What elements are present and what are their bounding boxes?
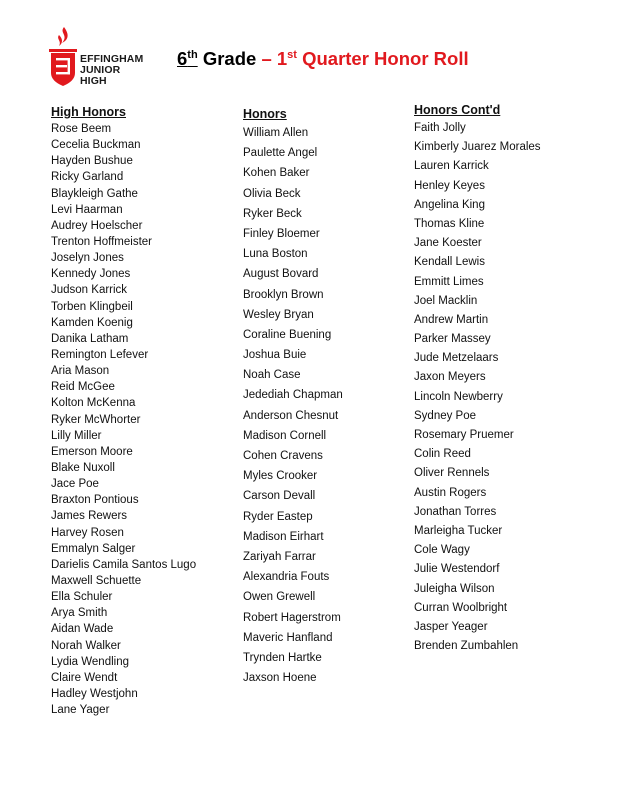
list-item: Rose Beem (51, 123, 112, 135)
name-list (243, 123, 343, 688)
name-list (414, 119, 541, 656)
list-item: Levi Haarman (51, 203, 123, 216)
list-item: Paulette Angel (243, 147, 318, 160)
honors-column (243, 105, 343, 688)
list-item: Maveric Hanfland (243, 631, 333, 644)
column-heading: Honors (243, 107, 287, 121)
list-item: Zariyah Farrar (243, 550, 316, 563)
school-name-line-2: JUNIOR (80, 64, 121, 76)
list-item: Oliver Rennels (414, 467, 490, 480)
list-item: Norah Walker (51, 639, 121, 652)
list-item: Jaxon Meyers (414, 371, 486, 384)
name-list (51, 121, 196, 718)
page-title (177, 48, 469, 70)
list-item: William Allen (243, 127, 309, 139)
list-item: Harvey Rosen (51, 526, 124, 539)
honors-contd-column (414, 101, 541, 656)
column-heading: High Honors (51, 105, 126, 119)
list-item: Reid McGee (51, 381, 115, 394)
list-item: Ryker McWhorter (51, 413, 141, 426)
list-item: Wesley Bryan (243, 308, 314, 321)
list-item: Claire Wendt (51, 671, 118, 684)
list-item: Audrey Hoelscher (51, 219, 143, 232)
list-item: Andrew Martin (414, 313, 489, 326)
list-item: Jedediah Chapman (243, 389, 343, 402)
list-item: Myles Crooker (243, 470, 318, 483)
list-item: Braxton Pontious (51, 494, 139, 507)
list-item: Kamden Koenig (51, 316, 133, 329)
list-item: Austin Rogers (414, 486, 487, 499)
school-name-line-3: HIGH (80, 75, 107, 87)
list-item: Henley Keyes (414, 179, 485, 192)
list-item: Torben Klingbeil (51, 300, 133, 313)
list-item: Brooklyn Brown (243, 288, 324, 301)
list-item: August Bovard (243, 268, 319, 281)
list-item: Danika Latham (51, 332, 129, 345)
list-item: Ryker Beck (243, 207, 302, 220)
list-item: Julie Westendorf (414, 563, 500, 576)
list-item: Madison Eirhart (243, 530, 324, 543)
list-item: Judson Karrick (51, 284, 128, 297)
list-item: Alexandria Fouts (243, 571, 330, 584)
list-item: Jane Koester (414, 237, 482, 250)
school-logo (48, 25, 168, 90)
list-item: Trynden Hartke (243, 651, 322, 664)
school-name (80, 54, 143, 87)
school-name-line-1: EFFINGHAM (80, 53, 144, 65)
list-item: Kimberly Juarez Morales (414, 141, 541, 154)
list-item: Trenton Hoffmeister (51, 235, 152, 248)
quarter-label: – 1st Quarter Honor Roll (261, 48, 469, 69)
list-item: Arya Smith (51, 607, 108, 620)
list-item: Olivia Beck (243, 187, 301, 200)
list-item: Ricky Garland (51, 171, 124, 184)
list-item: Angelina King (414, 198, 485, 211)
list-item: Thomas Kline (414, 217, 485, 230)
list-item: Madison Cornell (243, 429, 327, 442)
list-item: Darielis Camila Santos Lugo (51, 558, 197, 571)
column-heading: Honors Cont'd (414, 103, 501, 117)
list-item: Curran Woolbright (414, 601, 508, 614)
list-item: Lauren Karrick (414, 160, 489, 173)
list-item: Robert Hagerstrom (243, 611, 341, 624)
list-item: Finley Bloemer (243, 227, 320, 240)
list-item: Joel Macklin (414, 294, 478, 307)
list-item: Cole Wagy (414, 544, 470, 557)
list-item: Colin Reed (414, 448, 471, 461)
high-honors-column (51, 104, 196, 718)
list-item: James Rewers (51, 510, 128, 523)
list-item: Luna Boston (243, 248, 308, 261)
list-item: Lydia Wendling (51, 655, 129, 668)
list-item: Lincoln Newberry (414, 390, 503, 403)
list-item: Kendall Lewis (414, 256, 485, 269)
list-item: Anderson Chesnut (243, 409, 339, 422)
list-item: Owen Grewell (243, 591, 316, 604)
list-item: Hayden Bushue (51, 155, 133, 168)
torch-shield-icon (48, 25, 78, 87)
list-item: Lane Yager (51, 704, 110, 717)
list-item: Emmitt Limes (414, 275, 484, 288)
list-item: Joshua Buie (243, 349, 307, 362)
list-item: Maxwell Schuette (51, 574, 142, 587)
list-item: Ryder Eastep (243, 510, 313, 523)
list-item: Ella Schuler (51, 591, 113, 604)
list-item: Emerson Moore (51, 445, 133, 458)
list-item: Cohen Cravens (243, 450, 323, 462)
list-item: Cecelia Buckman (51, 139, 141, 152)
grade-label: 6th Grade (177, 48, 257, 69)
list-item: Jasper Yeager (414, 620, 488, 633)
list-item: Blake Nuxoll (51, 461, 115, 474)
list-item: Faith Jolly (414, 122, 466, 134)
list-item: Hadley Westjohn (51, 687, 138, 700)
list-item: Brenden Zumbahlen (414, 640, 519, 653)
list-item: Joselyn Jones (51, 252, 124, 265)
list-item: Kennedy Jones (51, 268, 131, 281)
list-item: Jude Metzelaars (414, 352, 499, 365)
list-item: Parker Massey (414, 333, 491, 346)
list-item: Jaxson Hoene (243, 672, 317, 685)
list-item: Coraline Buening (243, 328, 332, 341)
list-item: Jace Poe (51, 478, 99, 491)
list-item: Carson Devall (243, 490, 316, 503)
list-item: Remington Lefever (51, 348, 149, 361)
list-item: Rosemary Pruemer (414, 429, 514, 441)
list-item: Sydney Poe (414, 409, 477, 422)
list-item: Marleigha Tucker (414, 524, 503, 537)
list-item: Jonathan Torres (414, 505, 497, 518)
list-item: Aria Mason (51, 365, 110, 378)
list-item: Kohen Baker (243, 167, 310, 180)
list-item: Blaykleigh Gathe (51, 187, 138, 200)
list-item: Aidan Wade (51, 623, 114, 636)
list-item: Kolton McKenna (51, 397, 136, 410)
list-item: Juleigha Wilson (414, 582, 495, 595)
list-item: Noah Case (243, 369, 301, 382)
list-item: Emmalyn Salger (51, 542, 136, 555)
list-item: Lilly Miller (51, 429, 102, 442)
